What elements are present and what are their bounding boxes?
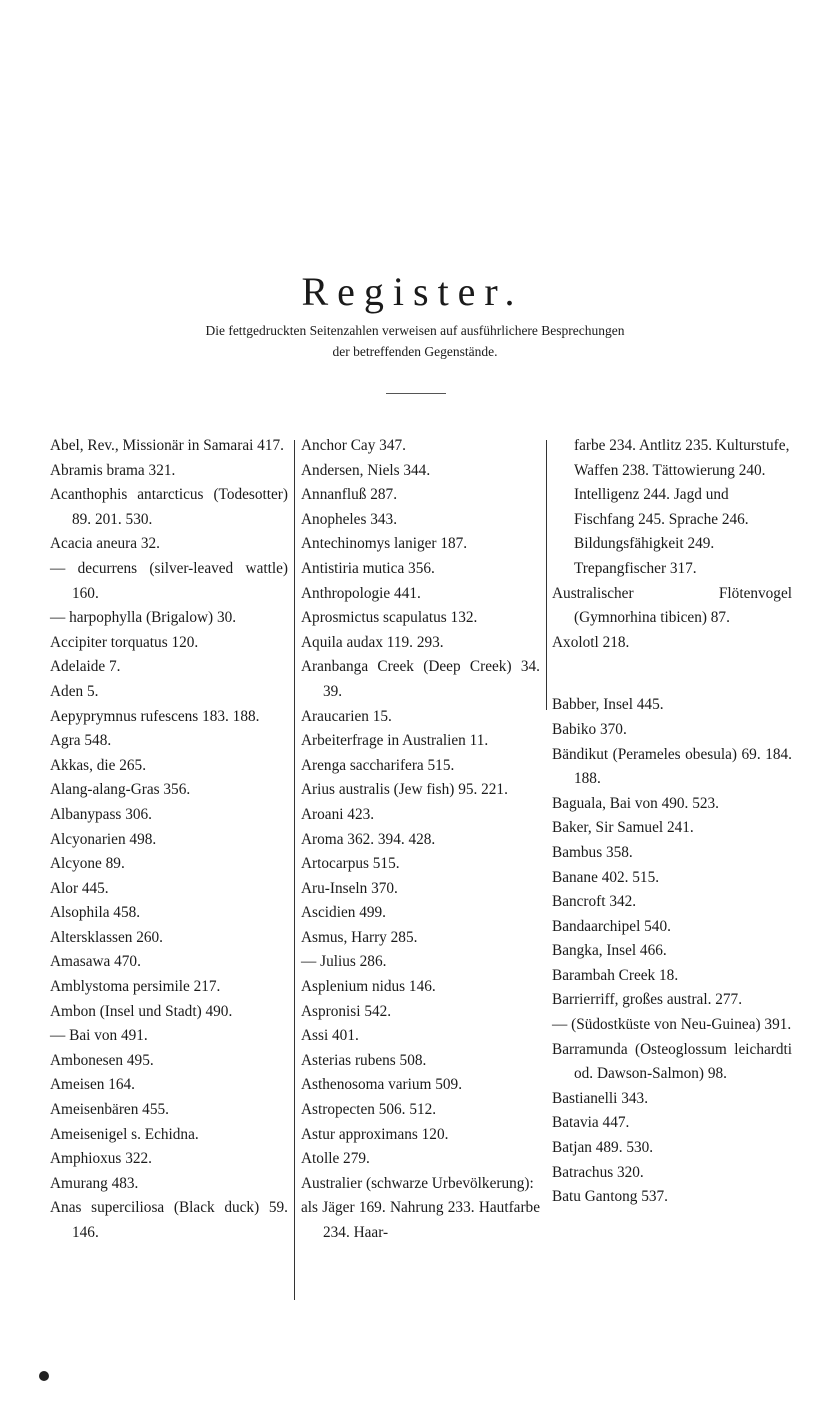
index-entry: Arius australis (Jew fish) 95. 221.: [301, 781, 508, 799]
index-column-1: [50, 434, 288, 1246]
index-entry: Batjan 489. 530.: [552, 1139, 654, 1157]
index-entry: Ambon (Insel und Stadt) 490.: [50, 1002, 233, 1020]
index-entry: Australischer Flötenvogel (Gymnorhina tibicen) 87.: [552, 584, 792, 627]
index-entry: Baker, Sir Samuel 241.: [552, 819, 694, 837]
index-entry: Barambah Creek 18.: [552, 966, 679, 984]
index-entry: Bändikut (Perameles obesula) 69. 184. 188.: [552, 745, 792, 788]
index-entry: Arenga saccharifera 515.: [301, 756, 455, 774]
index-entry-continuation: farbe 234. Antlitz 235. Kulturstufe, Waffen 238. Tättowierung 240. Intelligenz 244. Jagd und Fischfang 245. Sprache 246. Bildungsfähigkeit 249. Trepangfischer 317.: [574, 437, 790, 577]
index-entry: Antechinomys laniger 187.: [301, 535, 468, 553]
index-entry: Astropecten 506. 512.: [301, 1101, 437, 1119]
index-entry: Baguala, Bai von 490. 523.: [552, 794, 719, 812]
page-title: Register.: [301, 269, 524, 314]
index-entry: Axolotl 218.: [552, 633, 630, 651]
index-entry: Acacia aneura 32.: [50, 535, 160, 553]
index-entry: Acanthophis antarcticus (Todesotter) 89. 201. 530.: [50, 486, 288, 528]
index-entry: Asmus, Harry 285.: [301, 928, 418, 946]
index-entry: Aroma 362. 394. 428.: [301, 830, 436, 848]
index-entry: — harpophylla (Brigalow) 30.: [50, 609, 237, 627]
index-entry: Aquila audax 119. 293.: [301, 633, 444, 651]
index-entry: Akkas, die 265.: [50, 756, 147, 774]
index-entry: Alsophila 458.: [50, 904, 141, 922]
index-entry: Bandaarchipel 540.: [552, 917, 671, 935]
index-entry: Barrierriff, großes austral. 277.: [552, 991, 743, 1009]
index-entry: Asplenium nidus 146.: [301, 978, 436, 996]
index-entry: Banane 402. 515.: [552, 868, 660, 886]
index-entry: Alor 445.: [50, 879, 109, 897]
index-entry: Ameisenigel s. Echidna.: [50, 1125, 199, 1143]
index-entry: Aru-Inseln 370.: [301, 879, 398, 897]
ink-spot: [39, 1371, 49, 1381]
index-entry: Asthenosoma varium 509.: [301, 1076, 463, 1094]
index-entry: Accipiter torquatus 120.: [50, 633, 199, 651]
index-entry: Altersklassen 260.: [50, 928, 164, 946]
index-entry: Anchor Cay 347.: [301, 437, 406, 454]
index-entry: Andersen, Niels 344.: [301, 461, 431, 479]
subtitle-line: Die fettgedruckten Seitenzahlen verweisen auf ausführlichere Besprechungen: [205, 323, 625, 338]
letter-gap: [552, 655, 792, 693]
index-entry: Anopheles 343.: [301, 510, 398, 528]
index-entry: Batavia 447.: [552, 1114, 630, 1132]
index-entry: Bangka, Insel 466.: [552, 942, 667, 960]
index-entry: Adelaide 7.: [50, 658, 121, 676]
index-entry: Batu Gantong 537.: [552, 1188, 668, 1206]
index-entry: — Bai von 491.: [50, 1027, 148, 1045]
index-entry: — decurrens (silver-leaved wattle) 160.: [50, 559, 288, 602]
index-entry: Barramunda (Osteoglossum leichardti od. Dawson-Salmon) 98.: [552, 1040, 792, 1083]
index-entry: Bancroft 342.: [552, 893, 637, 911]
index-entry: Babber, Insel 445.: [552, 696, 664, 714]
index-entry: Astur approximans 120.: [301, 1125, 449, 1143]
index-column-2: [301, 434, 540, 1246]
title-divider: [386, 393, 446, 394]
index-entry: Asterias rubens 508.: [301, 1051, 427, 1069]
index-entry: Amurang 483.: [50, 1174, 139, 1192]
index-entry: Ambonesen 495.: [50, 1051, 154, 1069]
index-column-3: [552, 434, 792, 1210]
index-entry: Atolle 279.: [301, 1150, 370, 1168]
index-entry: Bastianelli 343.: [552, 1089, 649, 1107]
index-entry: Amblystoma persimile 217.: [50, 978, 221, 996]
index-entry: Aspronisi 542.: [301, 1002, 392, 1020]
index-entry: Araucarien 15.: [301, 707, 392, 725]
subtitle-line: der betreffenden Gegenstände.: [332, 344, 498, 359]
index-entry: Alcyonarien 498.: [50, 830, 157, 848]
subtitle: [120, 320, 710, 362]
index-entry: Albanypass 306.: [50, 805, 152, 823]
index-entry: Batrachus 320.: [552, 1163, 644, 1181]
index-entry: Artocarpus 515.: [301, 855, 400, 873]
index-entry: — (Südostküste von Neu-Guinea) 391.: [552, 1016, 792, 1034]
index-entry: Australier (schwarze Urbevölkerung):: [301, 1174, 534, 1192]
column-divider: [294, 440, 295, 1300]
index-entry: Anthropologie 441.: [301, 584, 421, 602]
index-entry: Alcyone 89.: [50, 855, 125, 873]
index-entry: Ameisen 164.: [50, 1076, 135, 1094]
index-entry: Antistiria mutica 356.: [301, 559, 435, 577]
index-entry: Arbeiterfrage in Australien 11.: [301, 732, 489, 750]
index-entry: Bambus 358.: [552, 843, 633, 861]
index-entry: als Jäger 169. Nahrung 233. Hautfarbe 234. Haar-: [301, 1199, 540, 1241]
index-entry: Ameisenbären 455.: [50, 1101, 169, 1119]
index-entry: Alang-alang-Gras 356.: [50, 781, 191, 799]
index-entry: Aroani 423.: [301, 805, 375, 823]
index-entry: Aden 5.: [50, 682, 99, 700]
index-entry: Aranbanga Creek (Deep Creek) 34. 39.: [301, 658, 540, 700]
index-entry: — Julius 286.: [301, 953, 387, 971]
index-entry: Assi 401.: [301, 1027, 359, 1045]
index-entry: Ascidien 499.: [301, 904, 386, 922]
index-entry: Abel, Rev., Missionär in Samarai 417.: [50, 437, 284, 454]
column-divider: [546, 440, 547, 710]
index-entry: Amasawa 470.: [50, 953, 141, 971]
index-entry: Babiko 370.: [552, 720, 627, 738]
index-entry: Anas superciliosa (Black duck) 59. 146.: [50, 1199, 288, 1241]
index-entry: Abramis brama 321.: [50, 461, 176, 479]
index-entry: Annanfluß 287.: [301, 486, 398, 504]
index-entry: Aepyprymnus rufescens 183. 188.: [50, 707, 260, 725]
index-entry: Aprosmictus scapulatus 132.: [301, 609, 478, 627]
index-entry: Agra 548.: [50, 732, 112, 750]
index-entry: Amphioxus 322.: [50, 1150, 152, 1168]
